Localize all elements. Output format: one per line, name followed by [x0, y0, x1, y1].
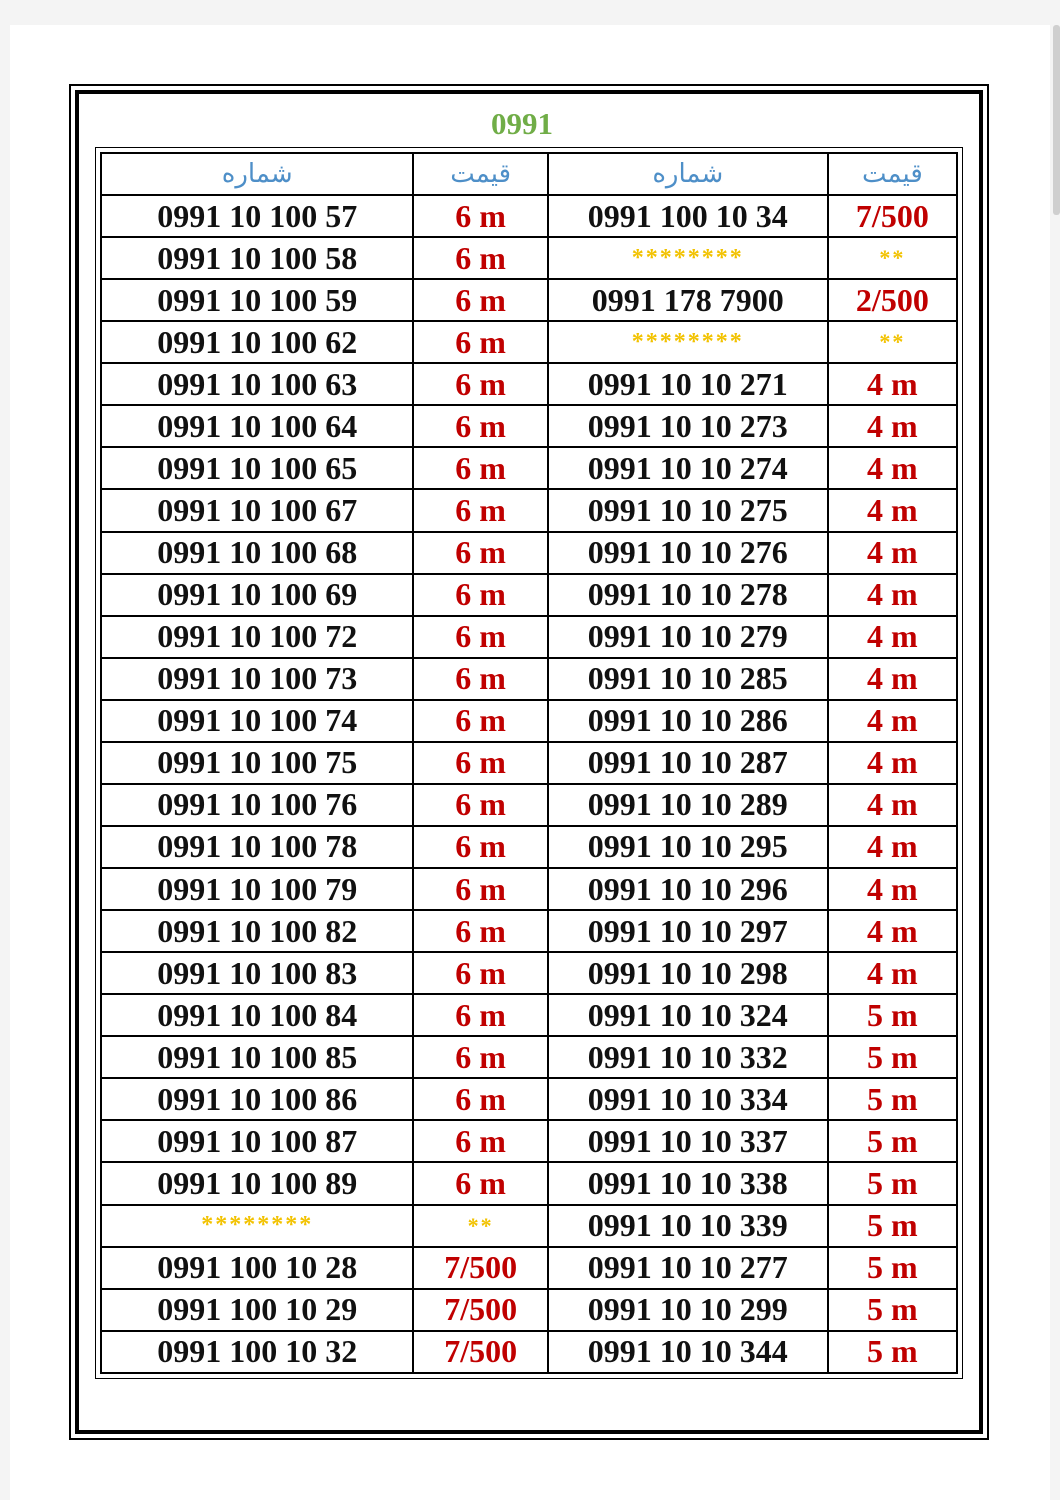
table-row	[101, 363, 957, 405]
cell-number-left: 0991 10 100 89	[101, 1162, 413, 1204]
table-row	[101, 910, 957, 952]
cell-number-right: 0991 10 10 285	[548, 658, 828, 700]
cell-number-right: 0991 10 10 289	[548, 784, 828, 826]
cell-number-left: 0991 10 100 69	[101, 574, 413, 616]
table-row	[101, 489, 957, 531]
cell-price-left: 7/500	[413, 1247, 547, 1289]
cell-number-left: 0991 10 100 58	[101, 237, 413, 279]
cell-number-left: 0991 10 100 84	[101, 994, 413, 1036]
cell-price-right: 4 m	[828, 405, 957, 447]
table-row	[101, 574, 957, 616]
cell-number-right: 0991 10 10 271	[548, 363, 828, 405]
cell-price-left: 6 m	[413, 952, 547, 994]
cell-number-left: 0991 10 100 86	[101, 1078, 413, 1120]
cell-price-right: 4 m	[828, 910, 957, 952]
cell-price-left: 6 m	[413, 658, 547, 700]
cell-price-left: 6 m	[413, 195, 547, 237]
cell-number-left: 0991 10 100 76	[101, 784, 413, 826]
cell-price-left: 6 m	[413, 405, 547, 447]
table-row	[101, 195, 957, 237]
cell-number-right: 0991 10 10 324	[548, 994, 828, 1036]
cell-number-right: 0991 10 10 298	[548, 952, 828, 994]
cell-price-right: 4 m	[828, 742, 957, 784]
cell-price-left: 6 m	[413, 363, 547, 405]
cell-number-right: 0991 10 10 287	[548, 742, 828, 784]
cell-number-left: 0991 10 100 72	[101, 616, 413, 658]
cell-price-left: 6 m	[413, 868, 547, 910]
table-row	[101, 994, 957, 1036]
table-row	[101, 1036, 957, 1078]
cell-price-left: 7/500	[413, 1331, 547, 1373]
table-row	[101, 1162, 957, 1204]
cell-number-left: 0991 10 100 74	[101, 700, 413, 742]
table-row	[101, 405, 957, 447]
header-price-left: قیمت	[413, 153, 547, 195]
table-row	[101, 826, 957, 868]
cell-price-left: 7/500	[413, 1289, 547, 1331]
table-row	[101, 532, 957, 574]
cell-number-left: 0991 10 100 87	[101, 1120, 413, 1162]
cell-price-right: 5 m	[828, 1162, 957, 1204]
cell-price-left: 6 m	[413, 1036, 547, 1078]
cell-price-left: 6 m	[413, 700, 547, 742]
cell-number-left: 0991 10 100 68	[101, 532, 413, 574]
cell-number-right: 0991 10 10 334	[548, 1078, 828, 1120]
cell-price-left: 6 m	[413, 279, 547, 321]
cell-number-left: 0991 100 10 29	[101, 1289, 413, 1331]
cell-price-left: 6 m	[413, 447, 547, 489]
header-number-left: شماره	[101, 153, 413, 195]
cell-price-right: 5 m	[828, 994, 957, 1036]
cell-price-right: 2/500	[828, 279, 957, 321]
cell-number-left: 0991 10 100 83	[101, 952, 413, 994]
cell-price-right: **	[828, 321, 957, 363]
cell-price-right: 5 m	[828, 1078, 957, 1120]
table-body	[101, 195, 957, 1373]
cell-price-right: 4 m	[828, 489, 957, 531]
cell-number-left: ********	[101, 1205, 413, 1247]
cell-number-right: 0991 10 10 332	[548, 1036, 828, 1078]
table-row	[101, 658, 957, 700]
cell-number-left: 0991 10 100 78	[101, 826, 413, 868]
price-table	[100, 152, 958, 1374]
cell-price-left: 6 m	[413, 489, 547, 531]
cell-price-right: 5 m	[828, 1289, 957, 1331]
cell-number-left: 0991 10 100 73	[101, 658, 413, 700]
cell-number-right: 0991 100 10 34	[548, 195, 828, 237]
cell-price-left: 6 m	[413, 994, 547, 1036]
cell-price-right: 4 m	[828, 700, 957, 742]
table-row	[101, 447, 957, 489]
cell-number-left: 0991 10 100 57	[101, 195, 413, 237]
cell-number-right: 0991 10 10 344	[548, 1331, 828, 1373]
cell-number-left: 0991 10 100 75	[101, 742, 413, 784]
cell-number-left: 0991 10 100 62	[101, 321, 413, 363]
price-table-frame	[95, 147, 963, 1379]
table-row	[101, 321, 957, 363]
cell-number-left: 0991 10 100 82	[101, 910, 413, 952]
cell-price-left: 6 m	[413, 742, 547, 784]
header-price-right: قیمت	[828, 153, 957, 195]
cell-price-left: 6 m	[413, 616, 547, 658]
cell-price-left: 6 m	[413, 1120, 547, 1162]
table-row	[101, 742, 957, 784]
table-row	[101, 1078, 957, 1120]
cell-number-right: 0991 10 10 278	[548, 574, 828, 616]
cell-price-left: 6 m	[413, 532, 547, 574]
cell-price-right: 4 m	[828, 868, 957, 910]
cell-number-right: 0991 10 10 274	[548, 447, 828, 489]
table-row	[101, 1247, 957, 1289]
scrollbar[interactable]	[1053, 25, 1060, 215]
cell-price-left: 6 m	[413, 574, 547, 616]
table-row	[101, 279, 957, 321]
table-row	[101, 868, 957, 910]
cell-price-right: **	[828, 237, 957, 279]
cell-price-left: 6 m	[413, 826, 547, 868]
cell-number-right: 0991 10 10 279	[548, 616, 828, 658]
cell-number-left: 0991 10 100 65	[101, 447, 413, 489]
cell-price-left: 6 m	[413, 1162, 547, 1204]
header-number-right: شماره	[548, 153, 828, 195]
cell-price-right: 4 m	[828, 532, 957, 574]
cell-number-right: 0991 178 7900	[548, 279, 828, 321]
cell-number-right: 0991 10 10 277	[548, 1247, 828, 1289]
cell-price-right: 4 m	[828, 658, 957, 700]
cell-price-left: 6 m	[413, 910, 547, 952]
cell-number-left: 0991 10 100 59	[101, 279, 413, 321]
table-row	[101, 1289, 957, 1331]
table-row	[101, 952, 957, 994]
table-row	[101, 1120, 957, 1162]
cell-price-left: 6 m	[413, 784, 547, 826]
cell-price-right: 4 m	[828, 447, 957, 489]
cell-number-left: 0991 10 100 79	[101, 868, 413, 910]
cell-number-right: 0991 10 10 297	[548, 910, 828, 952]
cell-price-right: 4 m	[828, 826, 957, 868]
cell-number-left: 0991 10 100 63	[101, 363, 413, 405]
cell-price-right: 4 m	[828, 952, 957, 994]
page-title: 0991	[491, 106, 553, 141]
table-row	[101, 237, 957, 279]
cell-number-right: 0991 10 10 286	[548, 700, 828, 742]
table-row	[101, 700, 957, 742]
cell-price-right: 5 m	[828, 1205, 957, 1247]
cell-price-right: 5 m	[828, 1331, 957, 1373]
cell-price-right: 4 m	[828, 363, 957, 405]
cell-price-left: **	[413, 1205, 547, 1247]
cell-number-right: 0991 10 10 273	[548, 405, 828, 447]
cell-price-right: 4 m	[828, 784, 957, 826]
cell-number-right: 0991 10 10 296	[548, 868, 828, 910]
table-row	[101, 1331, 957, 1373]
cell-price-left: 6 m	[413, 321, 547, 363]
cell-number-right: 0991 10 10 276	[548, 532, 828, 574]
cell-price-right: 4 m	[828, 616, 957, 658]
cell-number-right: 0991 10 10 299	[548, 1289, 828, 1331]
cell-number-right: 0991 10 10 339	[548, 1205, 828, 1247]
cell-price-right: 5 m	[828, 1247, 957, 1289]
table-row	[101, 616, 957, 658]
cell-number-right: ********	[548, 237, 828, 279]
cell-price-right: 5 m	[828, 1120, 957, 1162]
cell-price-left: 6 m	[413, 237, 547, 279]
cell-number-left: 0991 100 10 28	[101, 1247, 413, 1289]
cell-number-right: 0991 10 10 275	[548, 489, 828, 531]
cell-number-right: 0991 10 10 338	[548, 1162, 828, 1204]
cell-number-left: 0991 10 100 64	[101, 405, 413, 447]
cell-number-right: 0991 10 10 295	[548, 826, 828, 868]
cell-number-right: 0991 10 10 337	[548, 1120, 828, 1162]
cell-number-left: 0991 100 10 32	[101, 1331, 413, 1373]
cell-price-right: 5 m	[828, 1036, 957, 1078]
table-header-row	[101, 153, 957, 195]
cell-price-right: 4 m	[828, 574, 957, 616]
table-row	[101, 1205, 957, 1247]
cell-price-right: 7/500	[828, 195, 957, 237]
cell-number-left: 0991 10 100 85	[101, 1036, 413, 1078]
table-row	[101, 784, 957, 826]
cell-number-right: ********	[548, 321, 828, 363]
cell-number-left: 0991 10 100 67	[101, 489, 413, 531]
cell-price-left: 6 m	[413, 1078, 547, 1120]
